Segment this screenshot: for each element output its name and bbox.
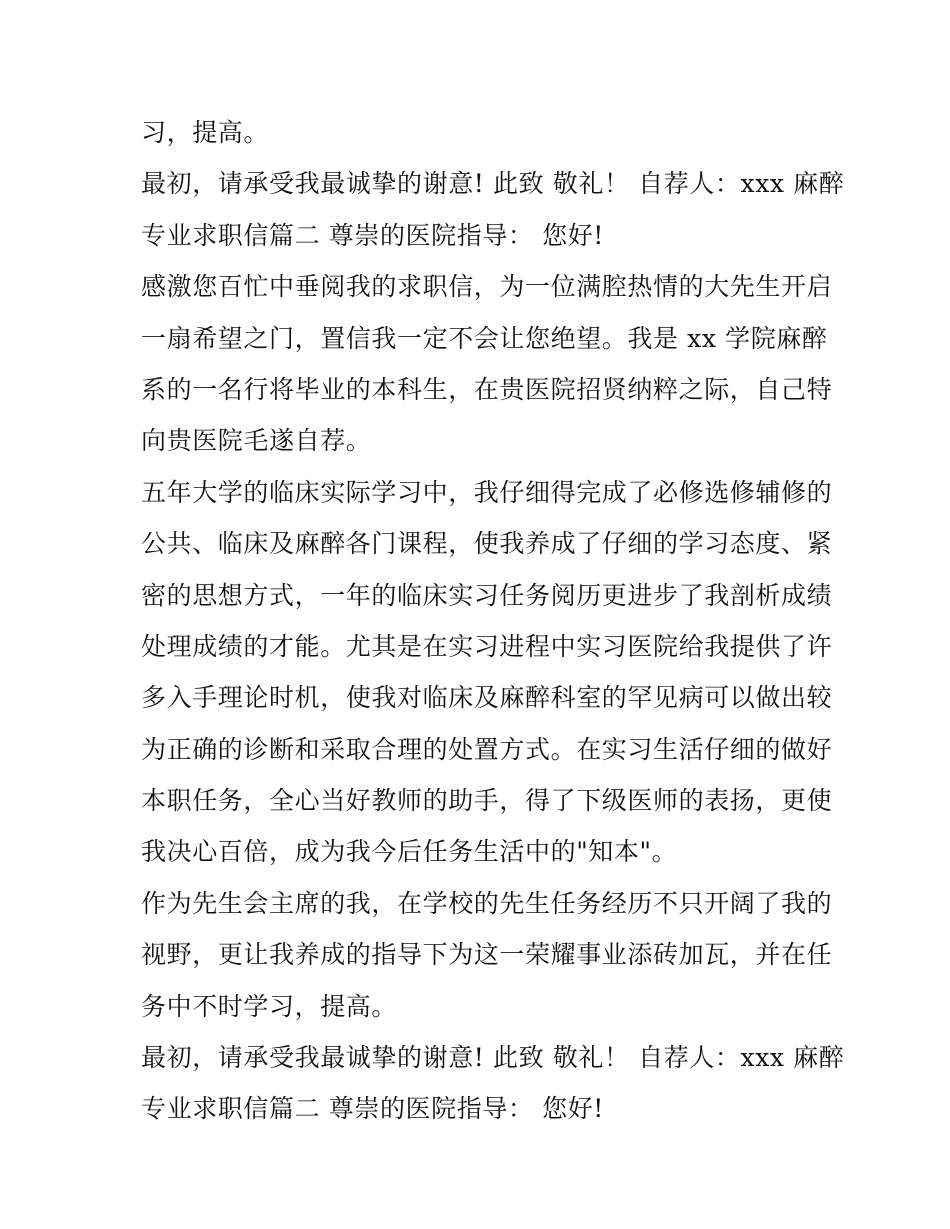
- text-line: 务中不时学习，提高。: [141, 991, 398, 1021]
- text-line: 为正确的诊断和采取合理的处置方式。在实习生活仔细的做好: [141, 734, 833, 764]
- paragraph-5: [141, 878, 833, 1032]
- paragraph-2: [141, 158, 845, 261]
- text-line: 专业求职信篇二 尊崇的医院指导： 您好!: [141, 220, 604, 250]
- text-line: 视野，更让我养成的指导下为这一荣耀事业添砖加瓦，并在任: [141, 940, 833, 970]
- text-line: 最初，请承受我最诚挚的谢意! 此致 敬礼！ 自荐人：xxx 麻醉: [141, 169, 845, 199]
- paragraph-6: [141, 1032, 845, 1135]
- text-line: 多入手理论时机，使我对临床及麻醉科室的罕见病可以做出较: [141, 683, 833, 713]
- text-line: 一扇希望之门，置信我一定不会让您绝望。我是 xx 学院麻醉: [141, 323, 828, 353]
- text-line: 系的一名行将毕业的本科生，在贵医院招贤纳粹之际，自己特: [141, 374, 833, 404]
- text-line: 公共、临床及麻醉各门课程，使我养成了仔细的学习态度、紧: [141, 529, 833, 559]
- text-line: 习，提高。: [141, 118, 270, 147]
- text-line: 处理成绩的才能。尤其是在实习进程中实习医院给我提供了许: [141, 631, 833, 661]
- text-line: 五年大学的临床实际学习中，我仔细得完成了必修选修辅修的: [141, 477, 833, 507]
- text-line: 本职任务，全心当好教师的助手，得了下级医师的表扬，更使: [141, 786, 833, 816]
- paragraph-3: [141, 261, 833, 467]
- text-line: 最初，请承受我最诚挚的谢意! 此致 敬礼！ 自荐人：xxx 麻醉: [141, 1043, 845, 1073]
- document-body: [141, 107, 845, 1135]
- paragraph-4: [141, 467, 833, 878]
- text-line: 我决心百倍，成为我今后任务生活中的"知本"。: [141, 837, 678, 867]
- text-line: 感激您百忙中垂阅我的求职信，为一位满腔热情的大先生开启: [141, 272, 833, 302]
- text-line: 向贵医院毛遂自荐。: [141, 426, 372, 456]
- paragraph-1: [141, 107, 821, 158]
- text-line: 作为先生会主席的我，在学校的先生任务经历不只开阔了我的: [141, 888, 833, 918]
- text-line: 专业求职信篇二 尊崇的医院指导： 您好!: [141, 1094, 604, 1124]
- text-line: 密的思想方式，一年的临床实习任务阅历更进步了我剖析成绩: [141, 580, 833, 610]
